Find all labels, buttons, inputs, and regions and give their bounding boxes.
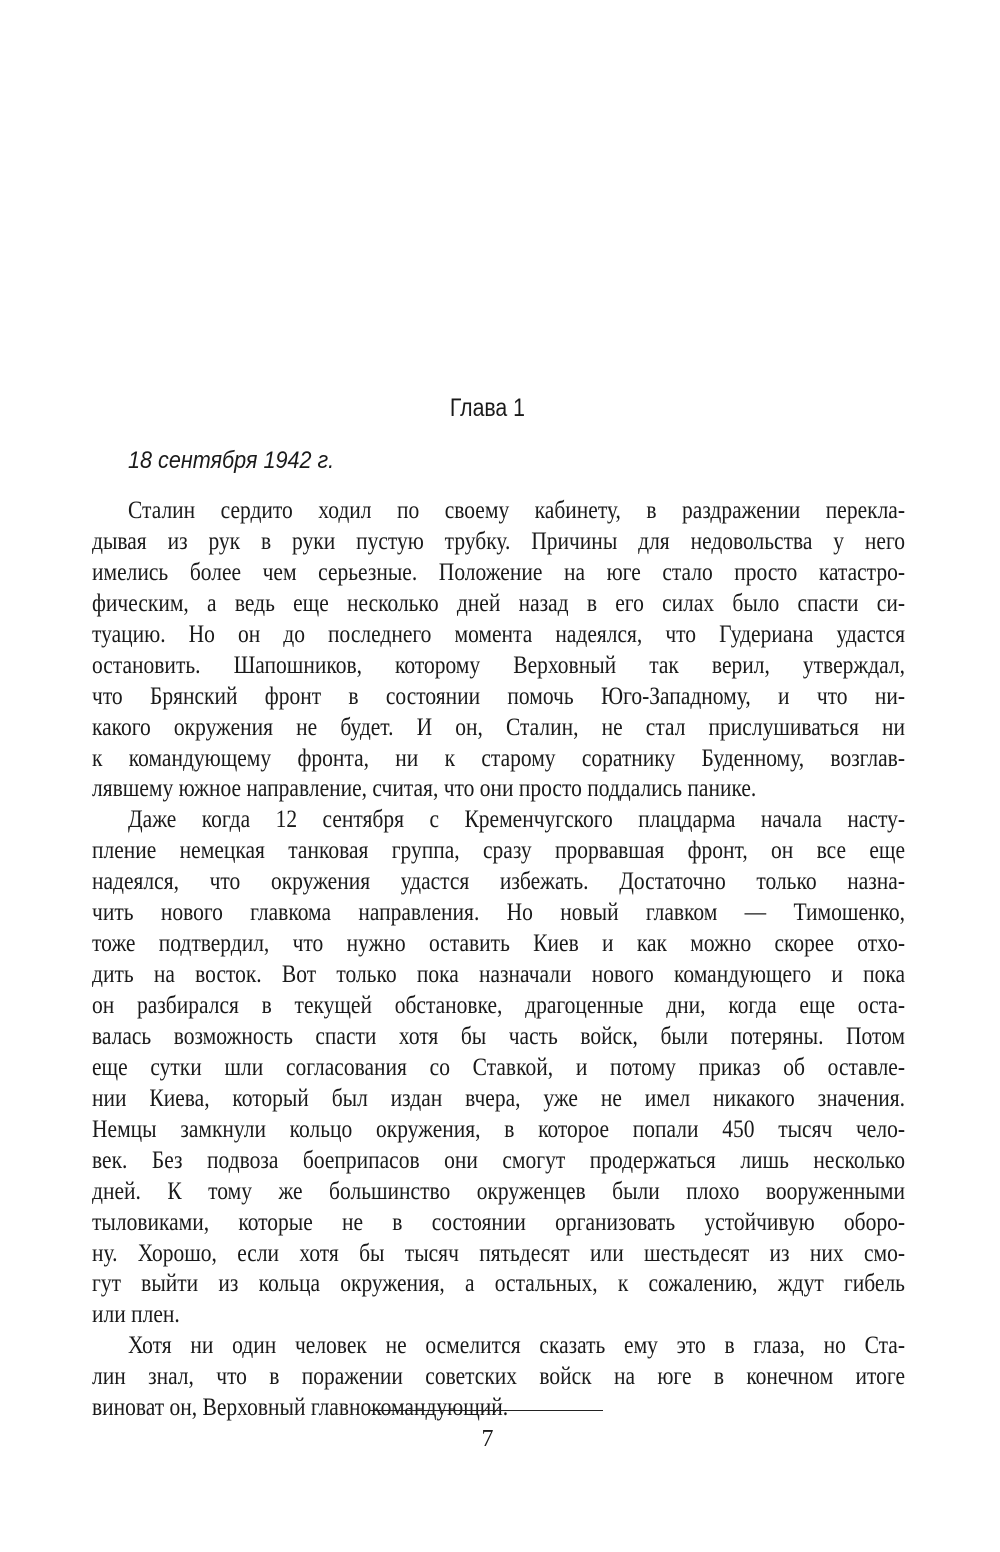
text-line	[92, 928, 905, 959]
text-line-content: фическим, а ведь еще несколько дней назад в его силах было спасти си-	[92, 589, 905, 617]
text-line-content: пление немецкая танковая группа, сразу прорвавшая фронт, он все еще	[92, 837, 905, 865]
paragraph	[92, 495, 905, 804]
footer-rule	[370, 1410, 603, 1411]
text-line-content: какого окружения не будет. И он, Сталин, не стал прислушиваться ни	[92, 713, 905, 741]
text-line-content: валась возможность спасти хотя бы часть войск, были потеряны. Потом	[92, 1022, 906, 1050]
text-line-content: гут выйти из кольца окружения, а остальных, к сожалению, ждут гибель	[92, 1270, 905, 1298]
text-line	[92, 1207, 905, 1238]
text-line	[92, 619, 905, 650]
text-line-content: Даже когда 12 сентября с Кременчугского плацдарма начала насту-	[128, 806, 905, 834]
text-line-content: имелись более чем серьезные. Положение на юге стало просто катастро-	[92, 558, 906, 586]
text-line	[92, 804, 905, 835]
text-line-content: нии Киева, который был издан вчера, уже не имел никакого значения.	[92, 1084, 905, 1112]
text-line-content: туацию. Но он до последнего момента надеялся, что Гудериана удастся	[92, 620, 906, 648]
text-line-content: дывая из рук в руки пустую трубку. Причины для недовольства у него	[92, 527, 905, 555]
text-line-content: или плен.	[92, 1301, 180, 1329]
text-line-content: чить нового главкома направления. Но новый главком — Тимошенко,	[92, 899, 906, 927]
body-text	[92, 495, 905, 1423]
text-line	[92, 959, 905, 990]
text-line-content: дней. К тому же большинство окруженцев были плохо вооруженными	[92, 1177, 906, 1205]
text-line-content: Хотя ни один человек не осмелится сказать ему это в глаза, но Ста-	[128, 1332, 905, 1360]
text-line	[92, 1299, 905, 1330]
text-line	[92, 681, 905, 712]
text-line	[92, 866, 905, 897]
text-line-content: тыловиками, которые не в состоянии организовать устойчивую оборо-	[92, 1208, 905, 1236]
text-line-content: Сталин сердито ходил по своему кабинету, в раздражении перекла-	[128, 497, 905, 524]
text-line	[92, 1021, 905, 1052]
text-line	[92, 835, 905, 866]
text-line-content: Немцы замкнули кольцо окружения, в которое попали 450 тысяч чело-	[92, 1115, 905, 1143]
text-line	[92, 1176, 905, 1207]
text-line-content: к командующему фронта, ни к старому соратнику Буденному, возглав-	[92, 744, 905, 772]
text-line-content: остановить. Шапошников, которому Верховный так верил, утверждал,	[92, 651, 905, 679]
text-line	[92, 588, 905, 619]
paragraph	[92, 804, 905, 1330]
text-line	[92, 1083, 905, 1114]
text-line-content: виноват он, Верховный главнокомандующий.	[92, 1394, 509, 1422]
text-line-content: он разбирался в текущей обстановке, драгоценные дни, когда еще оста-	[92, 992, 905, 1019]
text-line	[92, 1392, 905, 1423]
text-line	[92, 1114, 905, 1145]
text-line-content: тоже подтвердил, что нужно оставить Киев и как можно скорее отхо-	[92, 930, 905, 958]
text-line	[92, 1052, 905, 1083]
text-line	[92, 557, 905, 588]
text-line	[92, 650, 905, 681]
text-line	[92, 897, 905, 928]
text-line	[92, 1330, 905, 1361]
text-line	[92, 990, 905, 1021]
text-line-content: что Брянский фронт в состоянии помочь Юго-Западному, и что ни-	[92, 682, 905, 710]
text-line	[92, 526, 905, 557]
text-line-content: надеялся, что окружения удастся избежать. Достаточно только назна-	[92, 868, 905, 896]
text-line-content: ну. Хорошо, если хотя бы тысяч пятьдесят или шестьдесят из них смо-	[92, 1239, 906, 1267]
chapter-title: Глава 1	[449, 394, 525, 422]
page-number: 7	[481, 1426, 494, 1452]
text-line	[92, 1238, 905, 1269]
text-line	[92, 712, 905, 743]
text-line-content: лявшему южное направление, считая, что они просто поддались панике.	[92, 775, 757, 803]
text-line	[92, 1145, 905, 1176]
text-line	[92, 1268, 905, 1299]
date-line: 18 сентября 1942 г.	[128, 447, 335, 474]
text-line-content: лин знал, что в поражении советских войск на юге в конечном итоге	[92, 1363, 906, 1391]
text-line	[92, 743, 905, 774]
text-line	[92, 1361, 905, 1392]
text-line-content: дить на восток. Вот только пока назначали нового командующего и пока	[92, 961, 905, 989]
text-line	[92, 495, 905, 526]
text-line	[92, 773, 905, 804]
text-line-content: еще сутки шли согласования со Ставкой, и потому приказ об оставле-	[92, 1053, 906, 1081]
text-line-content: век. Без подвоза боеприпасов они смогут продержаться лишь несколько	[92, 1146, 905, 1174]
